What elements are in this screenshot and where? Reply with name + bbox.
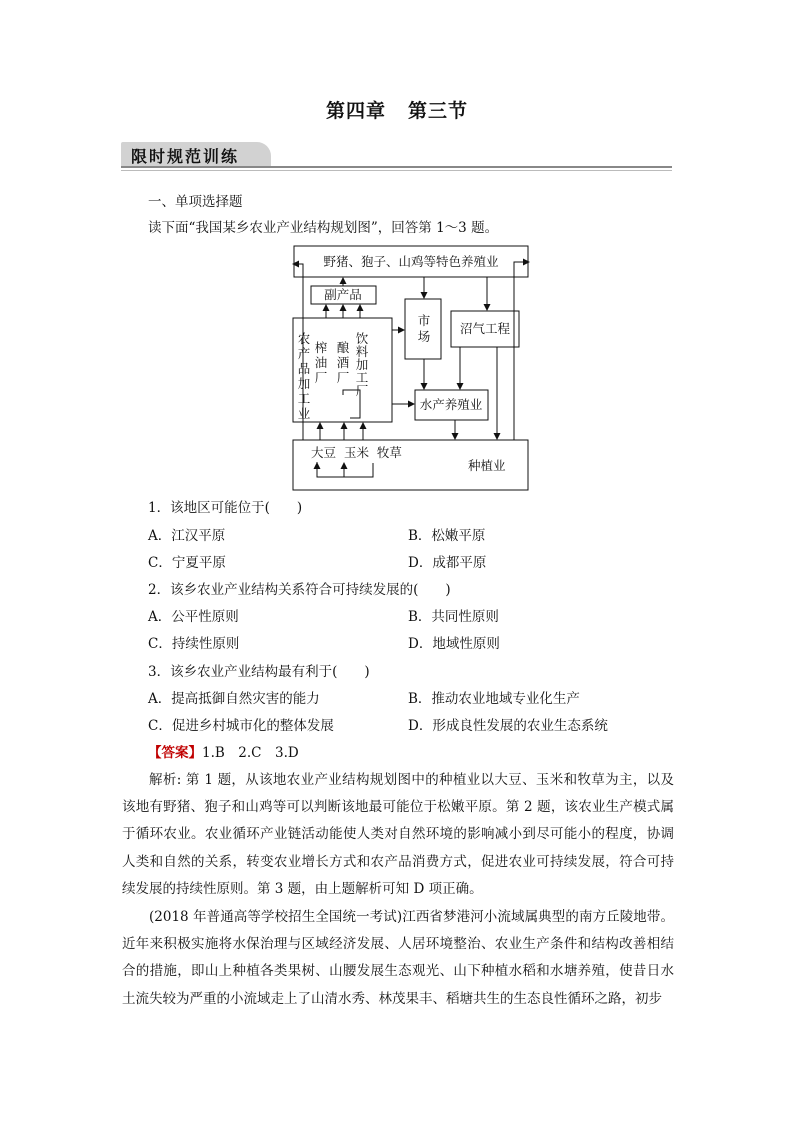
crop-return-line xyxy=(317,462,373,477)
biogas-label: 沼气工程 xyxy=(459,321,511,336)
section-label: 第三节 xyxy=(408,100,469,122)
question-1-option-c: C．宁夏平原 xyxy=(148,555,226,571)
passage-paragraph: (2018 年普通高等学校招生全国统一考试)江西省梦港河小流域属典型的南方丘陵地带。近年来积极实施将水保治理与区域经济发展、人居环境整治、农业生产条件和结构改善相结合的措施，即山上种植各类果树、山腰发展生态观光、山下种植水稻和水塘养殖，使昔日水土流失较为严重的小流域走上了山清水秀、林茂果丰、稻塘共生的生态良性循环之路，初步 xyxy=(122,909,674,1007)
market-char: 场 xyxy=(417,329,431,344)
brewery-char: 酿 xyxy=(336,340,350,355)
beverage-char: 饮 xyxy=(355,331,369,346)
analysis-text: : 第 1 题，从该地农业产业结构规划图中的种植业以大豆、玉米和牧草为主，以及该地有野猪、狍子和山鸡等可以判断该地最可能位于松嫩平原。第 2 题，该农业生产模式属于循环农业。农业循环产业链活动能使人类对自然环境的影响减小到尽可能小的程度，协调人类和自然的关系，转变农业增长方式和农产品消费方式，促进农业可持续发展，符合可持续发展的持续性原则。第 3 题，由上题解析可知 D 项正确。 xyxy=(122,772,674,897)
planting-label: 种植业 xyxy=(468,458,506,473)
question-3-option-d: D．形成良性发展的农业生态系统 xyxy=(408,718,608,734)
question-3-option-c: C．促进乡村城市化的整体发展 xyxy=(148,718,334,734)
beverage-char: 加 xyxy=(355,357,369,372)
question-2-option-c: C．持续性原则 xyxy=(148,636,240,652)
oil-mill-char: 厂 xyxy=(314,370,328,385)
oil-mill-label xyxy=(315,340,328,385)
question-2-stem: 2．该乡农业产业结构关系符合可持续发展的( ) xyxy=(148,582,451,598)
question-1-option-d: D．成都平原 xyxy=(408,555,487,571)
answer-tag: 【答案】 xyxy=(148,745,202,761)
answer-value: 1.B 2.C 3.D xyxy=(202,745,299,761)
processing-char: 业 xyxy=(297,406,311,421)
chapter-label: 第四章 xyxy=(325,100,386,122)
specialty-breeding-label: 野猪、狍子、山鸡等特色养殖业 xyxy=(323,254,499,269)
analysis-paragraph xyxy=(122,767,674,903)
processing-char: 产 xyxy=(297,346,311,361)
question-3-option-a: A．提高抵御自然灾害的能力 xyxy=(148,691,320,707)
crops-label: 大豆 玉米 牧草 xyxy=(311,445,402,460)
processing-char: 农 xyxy=(297,331,311,346)
processing-char: 加 xyxy=(297,376,311,391)
processing-char: 工 xyxy=(297,391,311,406)
brewery-label xyxy=(337,340,350,385)
aquaculture-label: 水产养殖业 xyxy=(419,397,483,412)
section-heading: 一、单项选择题 xyxy=(148,194,243,210)
byproduct-label: 副产品 xyxy=(324,287,362,302)
brewery-char: 厂 xyxy=(336,370,350,385)
question-2-option-a: A．公平性原则 xyxy=(148,609,239,625)
oil-mill-char: 油 xyxy=(314,355,328,370)
brewery-char: 酒 xyxy=(336,355,350,370)
question-2-option-b: B．共同性原则 xyxy=(408,609,499,625)
market-label xyxy=(418,313,431,344)
processing-char: 品 xyxy=(297,361,311,376)
answer-line xyxy=(148,743,299,763)
question-3-option-b: B．推动农业地域专业化生产 xyxy=(408,691,580,707)
beverage-char: 工 xyxy=(355,370,369,385)
beverage-label xyxy=(356,331,369,398)
oil-mill-char: 榨 xyxy=(314,340,328,355)
processing-label xyxy=(298,331,311,421)
question-1-option-a: A．江汉平原 xyxy=(148,528,226,544)
beverage-char: 厂 xyxy=(355,383,369,398)
question-intro: 读下面“我国某乡农业产业结构规划图”，回答第 1～3 题。 xyxy=(148,220,499,236)
market-char: 市 xyxy=(417,313,431,328)
question-2-option-d: D．地域性原则 xyxy=(408,636,500,652)
arrow-planting-to-breeding xyxy=(514,262,529,440)
question-1-stem: 1．该地区可能位于( ) xyxy=(148,500,303,516)
question-1-option-b: B．松嫩平原 xyxy=(408,528,486,544)
beverage-char: 料 xyxy=(355,344,369,359)
question-3-stem: 3．该乡农业产业结构最有利于( ) xyxy=(148,664,370,680)
analysis-label: 解析 xyxy=(149,772,177,788)
banner-title: 限时规范训练 xyxy=(131,147,240,166)
